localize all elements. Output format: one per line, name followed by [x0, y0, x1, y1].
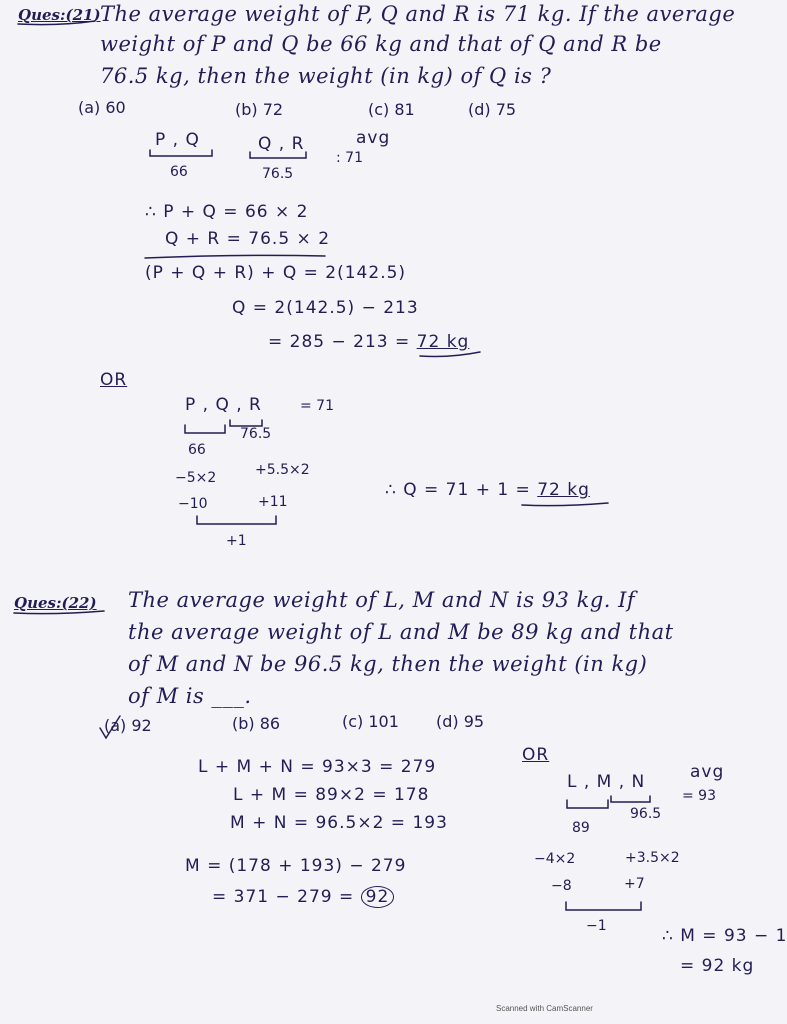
scanner-footer: Scanned with CamScanner	[496, 1004, 593, 1013]
q22-option-d: (d) 95	[436, 712, 485, 731]
q21-line-2: weight of P and Q be 66 kg and that of Q and R be	[100, 32, 662, 56]
q21-option-b: (b) 72	[235, 100, 284, 119]
q21-answer-underline	[420, 352, 480, 357]
q22-alt-net: −1	[586, 918, 607, 934]
q21-alt-net: +1	[226, 533, 247, 549]
q21-alt-right-adj: +5.5×2	[255, 462, 310, 478]
q21-bracket-qr	[250, 152, 306, 158]
q21-alt-answer-val: 72 kg	[537, 480, 590, 500]
q21-pair1-val: 66	[170, 164, 188, 180]
q21-option-a: (a) 60	[78, 98, 126, 117]
q21-alt-bracket-left	[185, 425, 225, 433]
q22-alt-right-res: +7	[624, 876, 645, 892]
q21-pair2-val: 76.5	[262, 166, 294, 182]
q21-alt-left-res: −10	[178, 496, 208, 512]
q22-alt-bracket-right	[611, 796, 650, 802]
q21-alt-triple-avg: = 71	[300, 398, 334, 414]
q21-separator	[145, 255, 325, 258]
q21-pair2: Q , R	[258, 134, 305, 154]
q22-line-4: of M is ___.	[128, 684, 252, 708]
q22-alt-bracket-net	[566, 902, 641, 910]
q21-step-3: (P + Q + R) + Q = 2(142.5)	[145, 263, 407, 283]
q21-alt-right-val: 76.5	[240, 426, 272, 442]
q21-alt-bracket-right	[230, 420, 262, 426]
q21-step-2: Q + R = 76.5 × 2	[165, 229, 331, 249]
q21-pair1: P , Q	[155, 130, 200, 150]
q21-answer: 72 kg	[416, 332, 470, 352]
q21-alt-right-res: +11	[258, 494, 288, 510]
q21-alt-left-adj: −5×2	[175, 470, 217, 486]
q22-alt-right-adj: +3.5×2	[625, 850, 680, 866]
q22-line-1: The average weight of L, M and N is 93 kg. If	[128, 588, 636, 612]
q22-label: Ques:(22)	[14, 594, 97, 612]
q22-option-b: (b) 86	[232, 714, 281, 733]
q21-line-1: The average weight of P, Q and R is 71 kg. If the average	[100, 2, 736, 26]
q22-alt-left-val: 89	[572, 820, 590, 836]
q21-option-c: (c) 81	[368, 100, 415, 119]
q22-alt-right-val: 96.5	[630, 806, 662, 822]
q21-option-d: (d) 75	[468, 100, 517, 119]
q21-alt-bracket-net	[197, 516, 276, 524]
q21-alt-answer-text: ∴ Q = 71 + 1 =	[385, 480, 538, 500]
q22-answer: 92	[361, 886, 395, 908]
q21-avg-label: avg	[356, 128, 391, 148]
q21-avg-val: : 71	[336, 150, 363, 166]
q22-alt-avg-val: = 93	[682, 788, 716, 804]
q21-alt-answer-underline	[522, 503, 608, 506]
q21-bracket-pq	[150, 150, 212, 156]
q22-alt-answer-val: = 92 kg	[680, 956, 755, 976]
q22-option-a: (a) 92	[104, 716, 152, 735]
q22-alt-bracket-left	[567, 800, 608, 808]
q22-check-mark	[100, 716, 120, 738]
q21-step-4: Q = 2(142.5) − 213	[232, 298, 419, 318]
q22-alt-answer: ∴ M = 93 − 1	[662, 926, 787, 946]
q22-alt-triple: L , M , N	[567, 772, 646, 792]
q22-line-2: the average weight of L and M be 89 kg and that	[128, 620, 674, 644]
q22-step-5-text: = 371 − 279 =	[212, 887, 361, 907]
q21-or-label: OR	[100, 370, 128, 390]
q22-option-c: (c) 101	[342, 712, 399, 731]
q22-step-3: M + N = 96.5×2 = 193	[230, 813, 448, 833]
q22-step-4: M = (178 + 193) − 279	[185, 856, 407, 876]
q22-line-3: of M and N be 96.5 kg, then the weight (in kg)	[128, 652, 648, 676]
q21-step-1: ∴ P + Q = 66 × 2	[145, 202, 309, 222]
q22-alt-left-res: −8	[551, 878, 572, 894]
q21-line-3: 76.5 kg, then the weight (in kg) of Q is ?	[100, 64, 552, 88]
q21-alt-triple: P , Q , R	[185, 395, 262, 415]
q22-step-1: L + M + N = 93×3 = 279	[198, 757, 437, 777]
q21-label: Ques:(21)	[18, 6, 101, 24]
q22-label-underline	[14, 611, 104, 614]
q21-step-5-text: = 285 − 213 =	[268, 332, 417, 352]
q21-label-underline	[18, 21, 95, 25]
q21-alt-left-val: 66	[188, 442, 206, 458]
q22-alt-left-adj: −4×2	[534, 851, 576, 867]
q22-or-label: OR	[522, 745, 550, 765]
q22-alt-avg-label: avg	[690, 762, 725, 782]
q22-step-2: L + M = 89×2 = 178	[233, 785, 430, 805]
